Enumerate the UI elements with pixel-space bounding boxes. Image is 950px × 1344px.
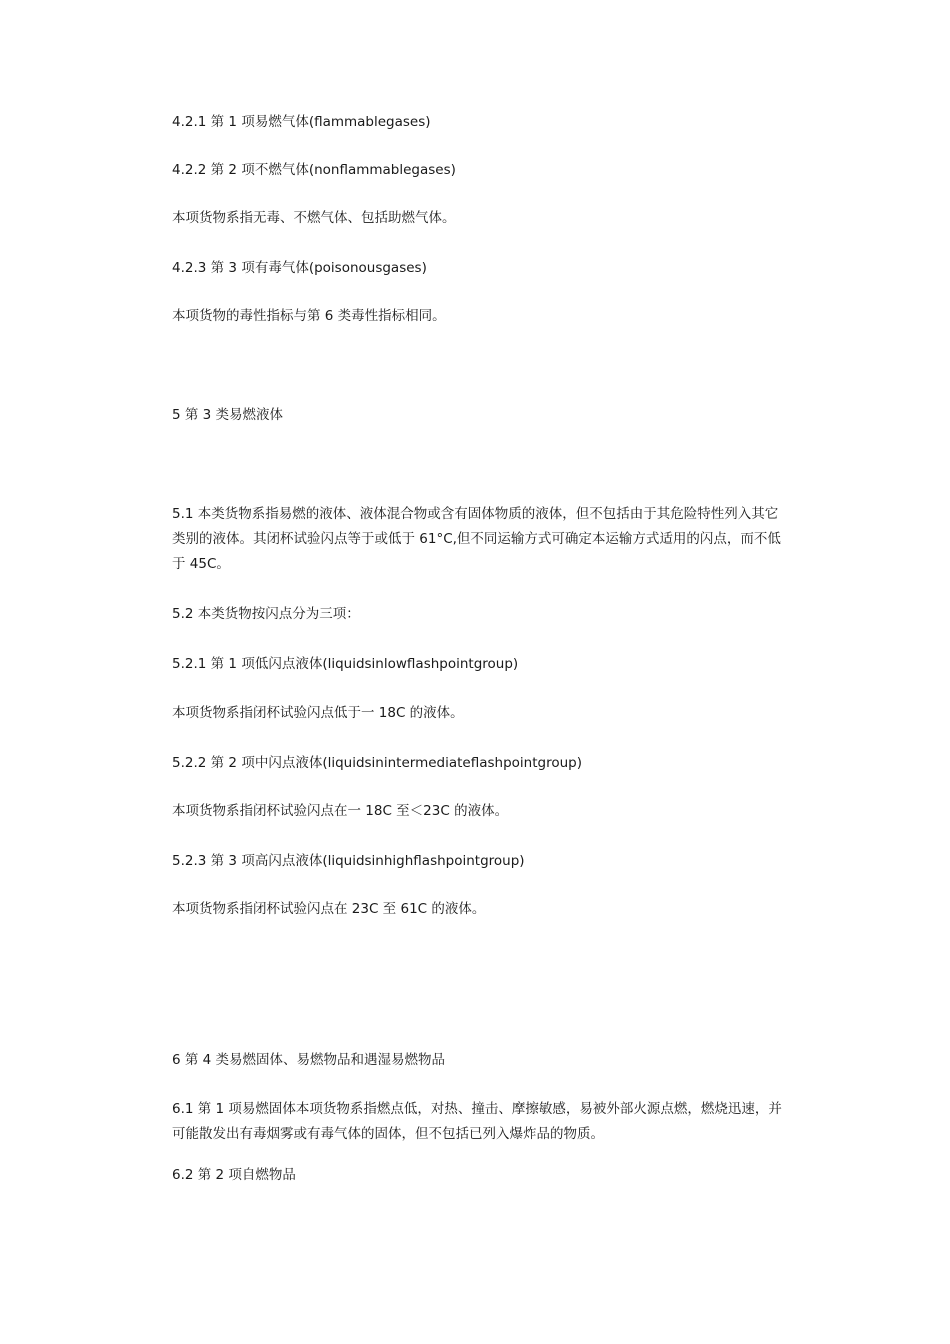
section-5-2-1-heading: 5.2.1 第 1 项低闪点液体(liquidsinlowflashpointgroup) xyxy=(172,656,519,672)
section-5-2-3-body: 本项货物系指闭杯试验闪点在 23C 至 61C 的液体。 xyxy=(172,901,486,917)
section-6-1-body: 6.1 第 1 项易燃固体本项货物系指燃点低，对热、撞击、摩擦敏感，易被外部火源点燃，燃烧迅速，并可能散发出有毒烟雾或有毒气体的固体，但不包括已列入爆炸品的物质。 xyxy=(172,1101,782,1142)
section-6-heading: 6 第 4 类易燃固体、易燃物品和遇湿易燃物品 xyxy=(172,1052,446,1068)
section-4-2-1-heading: 4.2.1 第 1 项易燃气体(flammablegases) xyxy=(172,114,431,130)
section-4-2-2-heading: 4.2.2 第 2 项不燃气体(nonflammablegases) xyxy=(172,162,456,178)
section-5-1-body: 5.1 本类货物系指易燃的液体、液体混合物或含有固体物质的液体，但不包括由于其危险特性列入其它类别的液体。其闭杯试验闪点等于或低于 61°C,但不同运输方式可确定本运输方式适用的闪点，而不低于 45C。 xyxy=(172,506,781,572)
section-5-heading: 5 第 3 类易燃液体 xyxy=(172,407,284,423)
section-5-2-body: 5.2 本类货物按闪点分为三项： xyxy=(172,606,360,622)
section-5-2-3-heading: 5.2.3 第 3 项高闪点液体(liquidsinhighflashpointgroup) xyxy=(172,853,525,869)
section-5-2-2-body: 本项货物系指闭杯试验闪点在一 18C 至＜23C 的液体。 xyxy=(172,803,509,819)
section-6-2-heading: 6.2 第 2 项自燃物品 xyxy=(172,1167,296,1183)
section-5-2-2-heading: 5.2.2 第 2 项中闪点液体(liquidsinintermediateflashpointgroup) xyxy=(172,755,583,771)
section-4-2-3-body: 本项货物的毒性指标与第 6 类毒性指标相同。 xyxy=(172,308,446,324)
section-5-2-1-body: 本项货物系指闭杯试验闪点低于一 18C 的液体。 xyxy=(172,705,464,721)
section-4-2-3-heading: 4.2.3 第 3 项有毒气体(poisonousgases) xyxy=(172,260,427,276)
section-4-2-2-body: 本项货物系指无毒、不燃气体、包括助燃气体。 xyxy=(172,210,456,226)
